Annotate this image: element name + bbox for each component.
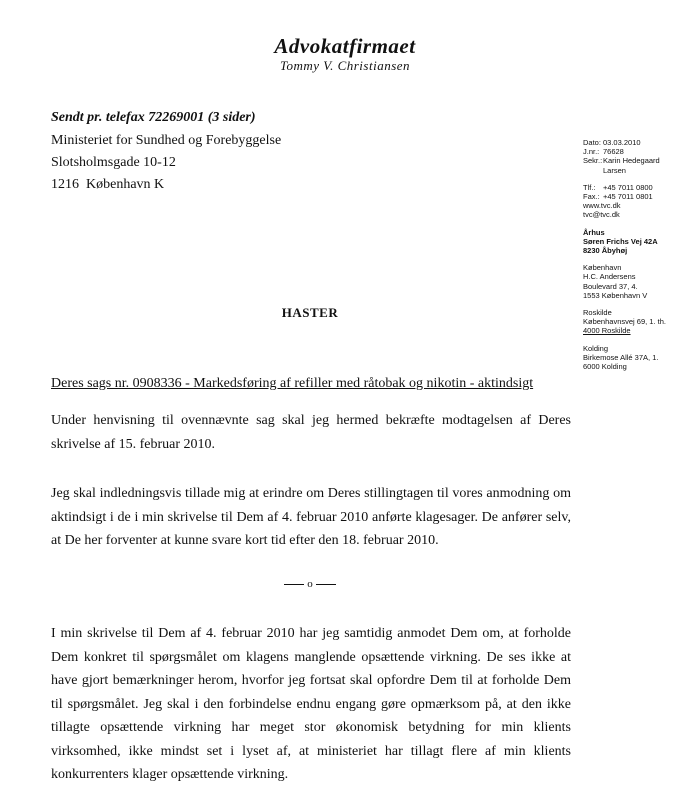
- case-info-block: [583, 138, 678, 175]
- office-aarhus-city: Århus: [583, 227, 605, 237]
- office-kobenhavn-street1: H.C. Andersens: [583, 272, 636, 282]
- subject-line: Deres sags nr. 0908336 - Markedsføring af refiller med råtobak og nikotin - aktindsigt: [51, 376, 534, 391]
- secretary-name: Karin Hedegaard: [603, 156, 660, 166]
- secretary-label: Sekr.:: [583, 156, 603, 166]
- paragraph-3: I min skrivelse til Dem af 4. februar 2010 har jeg samtidig anmodet Dem om, at forholde Dem konkret til spørgsmålet om klagens manglende opsættende virkning. De ses ikke at have gjort bemærkninger herom, hvorfor jeg fortsat skal opfordre Dem til at forholde Dem til spørgsmålet. Jeg skal i den forbindelse endnu engang gøre opmærksom på, at den ikke tillagte opsættende virkning har meget stor økonomisk betydning for min klients virksomhed, ikke mindst set i lyset af, at ministeriet har tillagt flere af min klients konkurrenters klager opsættende virkning.: [51, 626, 571, 782]
- phone-label: Tlf.:: [583, 182, 596, 192]
- date-value: 03.03.2010: [603, 138, 641, 147]
- office-kolding-zip: 6000 Kolding: [583, 362, 627, 372]
- recipient-street: Slotsholmsgade 10-12: [51, 155, 176, 170]
- office-kolding-city: Kolding: [583, 343, 609, 353]
- paragraph-1: Under henvisning til ovennævnte sag skal jeg hermed bekræfte modtagelsen af Deres skrivelse af 15. februar 2010.: [51, 413, 571, 452]
- fax-label: Fax.:: [583, 192, 600, 202]
- office-roskilde-street: Københavnsvej 69, 1. th.: [583, 317, 666, 327]
- ref-value: 76628: [603, 147, 624, 157]
- fax-value: +45 7011 0801: [603, 192, 653, 202]
- ref-label: J.nr.:: [583, 147, 600, 157]
- separator-dash-right: [316, 584, 336, 585]
- office-kobenhavn: [583, 263, 678, 300]
- website-link[interactable]: www.tvc.dk: [583, 201, 621, 211]
- paragraph-2: Jeg skal indledningsvis tillade mig at erindre om Deres stillingtagen til vores anmodning om aktindsigt i de i min skrivelse til Dem af 4. februar 2010 anførte klagesager. De anfører selv, at De her forventer at kunne svare kort tid efter den 18. februar 2010.: [51, 486, 571, 548]
- separator-dash-left: [284, 584, 304, 585]
- office-kobenhavn-zip: 1553 København V: [583, 290, 648, 300]
- secretary-surname: Larsen: [603, 165, 626, 175]
- urgent-heading: HASTER: [281, 305, 339, 320]
- firm-person: Tommy V. Christiansen: [279, 58, 411, 73]
- office-kobenhavn-city: København: [583, 263, 622, 273]
- section-separator: [0, 578, 620, 590]
- office-aarhus-zip: 8230 Åbyhøj: [583, 246, 628, 256]
- email-link[interactable]: tvc@tvc.dk: [583, 210, 620, 220]
- fax-line: Sendt pr. telefax 72269001 (3 sider): [51, 110, 256, 125]
- sidebar-info: [583, 138, 678, 379]
- recipient-city: 1216 København K: [51, 177, 165, 192]
- phone-value: +45 7011 0800: [603, 182, 653, 192]
- office-roskilde-city: Roskilde: [583, 308, 612, 318]
- office-kolding: [583, 344, 678, 372]
- office-kolding-street: Birkemose Allé 37A, 1.: [583, 352, 659, 362]
- office-aarhus: [583, 228, 678, 256]
- office-kobenhavn-street2: Boulevard 37, 4.: [583, 281, 638, 291]
- office-aarhus-street: Søren Frichs Vej 42A: [583, 236, 658, 246]
- contact-block: [583, 183, 678, 220]
- office-roskilde-zip: 4000 Roskilde: [583, 326, 631, 336]
- date-label: Dato:: [583, 138, 601, 147]
- recipient-name: Ministeriet for Sundhed og Forebyggelse: [51, 133, 282, 148]
- firm-name: Advokatfirmaet: [274, 34, 416, 58]
- separator-mark: o: [307, 578, 313, 590]
